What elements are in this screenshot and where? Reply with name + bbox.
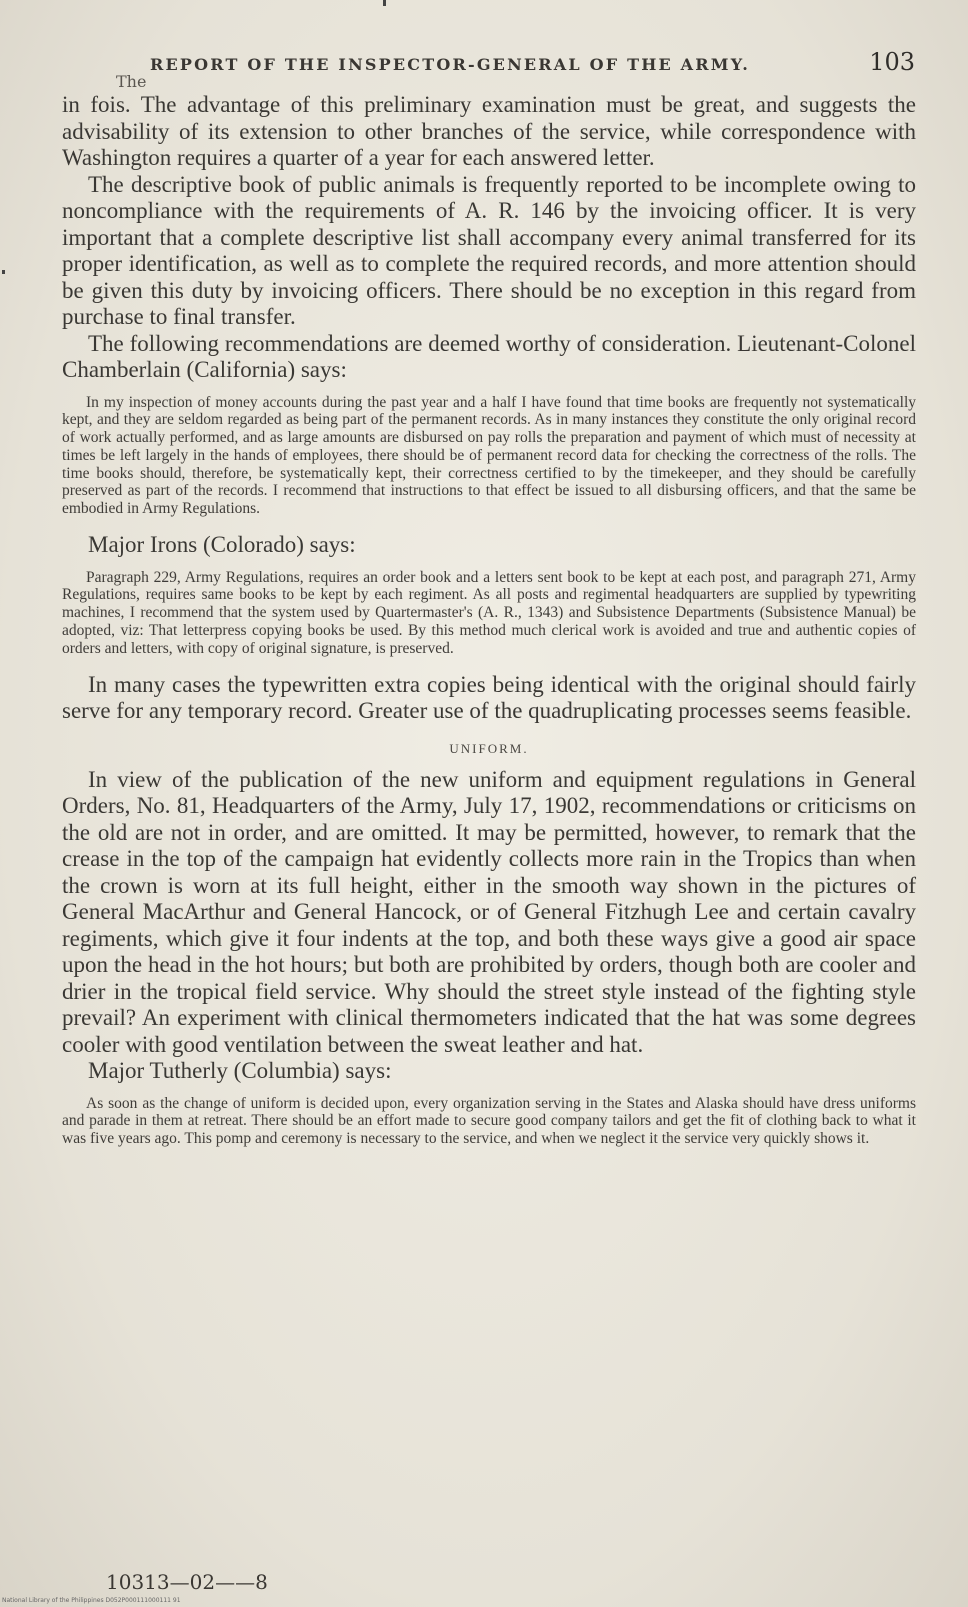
paragraph-tutherly-intro: Major Tutherly (Columbia) says: [88, 1058, 392, 1084]
quote-tutherly: As soon as the change of uniform is decided upon, every organization serving in the States and Alaska should have dress uniforms and parade in them at retreat. There should be an effort made to secure good company tailors and get the fit of clothing back to what it was five years ago. This pomp and ceremony is necessary to the service, and when we neglect it the service very quickly shows it. [62, 1094, 916, 1148]
quote-irons: Paragraph 229, Army Regulations, requires an order book and a letters sent book to be kept at each post, and paragraph 271, Army Regulations, requires same books to be kept by each regiment. As all posts and regimental headquarters are supplied by typewriting machines, I recommend that the system used by Quartermaster's (A. R., 1343) and Subsistence Departments (Subsistence Manual) be adopted, viz: That letterpress copying books be used. By this method much clerical work is avoided and true and authentic copies of orders and letters, with copy of original signature, is preserved. [62, 568, 916, 657]
header-title: REPORT OF THE INSPECTOR-GENERAL OF THE ARMY. [150, 55, 751, 74]
library-footer: National Library of the Philippines D052P000111000111 91 [2, 1597, 181, 1604]
page-body [62, 92, 916, 1162]
paragraph-irons-intro: Major Irons (Colorado) says: [88, 532, 356, 558]
running-header [150, 48, 915, 76]
paragraph-recommendations: The following recommendations are deemed worthy of consideration. Lieutenant-Colonel Chamberlain (California) says: [62, 330, 916, 382]
paragraph-typewritten: In many cases the typewritten extra copies being identical with the original should fairly serve for any temporary record. Greater use of the quadruplicating processes seems feasible. [62, 671, 916, 724]
signature-line: 10313—02——8 [106, 1570, 268, 1594]
paragraph-uniform: In view of the publication of the new uniform and equipment regulations in General Orders, No. 81, Headquarters of the Army, July 17, 1902, recommendations or criticisms on the old are not in order, and are omitted. It may be permitted, however, to remark that the crease in the top of the campaign hat evidently collects more rain in the Tropics than when the crown is worn at its full height, either in the smooth way shown in the pictures of General MacArthur and General Hancock, or of General Fitzhugh Lee and certain cavalry regiments, which give it four indents at the top, and both these ways give a good air space upon the head in the hot hours; but both are prohibited by orders, though both are cooler and drier in the tropical field service. Why should the street style instead of the fighting style prevail? An experiment with clinical thermometers indicated that the hat was some degrees cooler with good ventilation between the sweat leather and hat. [62, 766, 916, 1057]
page-number: 103 [869, 48, 915, 76]
section-heading-uniform: UNIFORM. [449, 740, 529, 756]
top-mark [383, 0, 386, 6]
quote-chamberlain: In my inspection of money accounts during the past year and a half I have found that time books are frequently not systematically kept, and they are seldom regarded as being part of the permanent records. As in many instances they constitute the only original record of work actually performed, and as large amounts are disbursed on pay rolls the preparation and payment of which must of necessity at times be left largely in the hands of employees, there should be of permanent record data for checking the correctness of the rolls. The time books should, therefore, be systematically kept, their correctness certified to by the timekeeper, and they should be carefully preserved as part of the records. I recommend that instructions to that effect be issued to all disbursing officers, and that the same be embodied in Army Regulations. [62, 393, 916, 518]
paragraph-intro: in fois. The advantage of this preliminary examination must be great, and suggests the advisability of its extension to other branches of the service, while correspondence with Washington requires a quarter of a year for each answered letter. [62, 92, 916, 170]
paragraph-descriptive-book: The descriptive book of public animals is frequently reported to be incomplete owing to noncompliance with the requirements of A. R. 146 by the invoicing officer. It is very important that a complete descriptive list shall accompany every animal transferred for its proper identification, as well as to complete the required records, and more attention should be given this duty by invoicing officers. There should be no exception in this regard from purchase to final transfer. [62, 171, 916, 329]
orphan-word: The [116, 72, 147, 91]
margin-mark [2, 270, 5, 274]
